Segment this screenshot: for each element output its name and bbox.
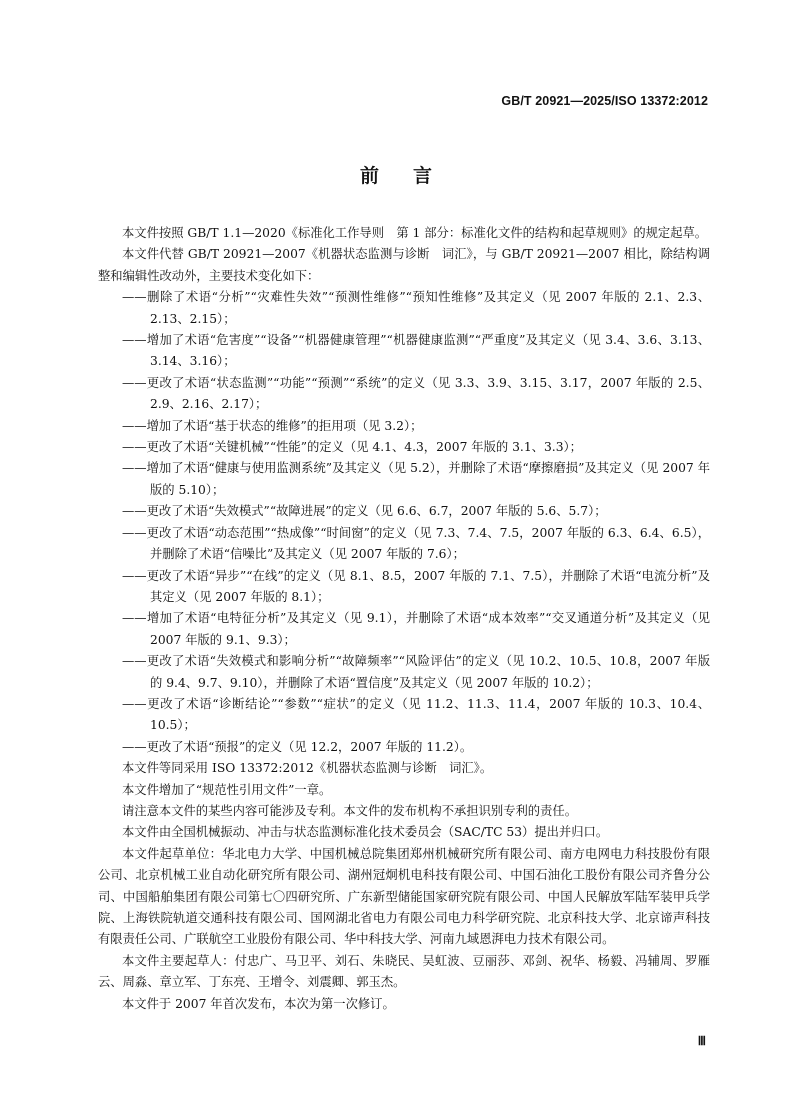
- list-item: ——更改了术语“诊断结论”“参数”“症状”的定义（见 11.2、11.3、11.4，2007 年版的 10.3、10.4、10.5）；: [122, 696, 710, 733]
- page-number: Ⅲ: [697, 1034, 706, 1048]
- list-item: ——增加了术语“基于状态的维修”的拒用项（见 3.2）；: [122, 418, 423, 433]
- list-item: ——增加了术语“电特征分析”及其定义（见 9.1），并删除了术语“成本效率”“交叉通道分析”及其定义（见 2007 年版的 9.1、9.3）；: [122, 611, 710, 647]
- paragraph: 本文件等同采用 ISO 13372:2012《机器状态监测与诊断 词汇》。: [122, 761, 493, 776]
- list-item: ——更改了术语“预报”的定义（见 12.2，2007 年版的 11.2）。: [122, 739, 473, 754]
- paragraph: 本文件起草单位：华北电力大学、中国机械总院集团郑州机械研究所有限公司、南方电网电力科技股份有限公司、北京机械工业自动化研究所有限公司、湖州冠炯机电科技有限公司、中国石油化工股份有限公司齐鲁分公司、中国船舶集团有限公司第七〇四研究所、广东新型储能国家研究院有限公司、中国人民解放军陆军装甲兵学院、上海铁院轨道交通科技有限公司、国网湖北省电力有限公司电力科学研究院、北京科技大学、北京谛声科技有限责任公司、广联航空工业股份有限公司、华中科技大学、河南九域恩湃电力技术有限公司。: [98, 846, 710, 947]
- paragraph: 本文件于 2007 年首次发布，本次为第一次修订。: [122, 996, 395, 1011]
- list-item: ——增加了术语“健康与使用监测系统”及其定义（见 5.2），并删除了术语“摩擦磨损”及其定义（见 2007 年版的 5.10）；: [122, 461, 710, 497]
- paragraph: 请注意本文件的某些内容可能涉及专利。本文件的发布机构不承担识别专利的责任。: [122, 803, 577, 818]
- paragraph: 本文件由全国机械振动、冲击与状态监测标准化技术委员会（SAC/TC 53）提出并归口。: [122, 825, 609, 840]
- foreword-body: [98, 223, 710, 1015]
- list-item: ——更改了术语“失效模式和影响分析”“故障频率”“风险评估”的定义（见 10.2、10.5、10.8，2007 年版的 9.4、9.7、9.10），并删除了术语“置信度”及其定义（见 2007 年版的 10.2）；: [122, 654, 710, 690]
- list-item: ——删除了术语“分析”“灾难性失效”“预测性维修”“预知性维修”及其定义（见 2007 年版的 2.1、2.3、2.13、2.15）；: [122, 290, 710, 326]
- standard-code-header: GB/T 20921—2025/ISO 13372:2012: [501, 94, 708, 108]
- list-item: ——更改了术语“动态范围”“热成像”“时间窗”的定义（见 7.3、7.4、7.5，2007 年版的 6.3、6.4、6.5），并删除了术语“信噪比”及其定义（见 2007 年版的 7.6）；: [122, 525, 710, 562]
- paragraph: 本文件按照 GB/T 1.1—2020《标准化工作导则 第 1 部分：标准化文件的结构和起草规则》的规定起草。: [122, 226, 708, 240]
- paragraph: 本文件增加了“规范性引用文件”一章。: [122, 782, 332, 797]
- list-item: ——更改了术语“状态监测”“功能”“预测”“系统”的定义（见 3.3、3.9、3.15、3.17，2007 年版的 2.5、2.9、2.16、2.17）；: [122, 375, 710, 412]
- page-title: 前言: [359, 165, 466, 187]
- change-list: [98, 287, 710, 758]
- paragraph: 本文件代替 GB/T 20921—2007《机器状态监测与诊断 词汇》，与 GB/T 20921—2007 相比，除结构调整和编辑性改动外，主要技术变化如下：: [98, 247, 710, 283]
- list-item: ——更改了术语“异步”“在线”的定义（见 8.1、8.5，2007 年版的 7.1、7.5），并删除了术语“电流分析”及其定义（见 2007 年版的 8.1）；: [122, 568, 710, 604]
- list-item: ——更改了术语“关键机械”“性能”的定义（见 4.1、4.3，2007 年版的 3.1、3.3）；: [122, 440, 582, 455]
- list-item: ——更改了术语“失效模式”“故障进展”的定义（见 6.6、6.7，2007 年版的 5.6、5.7）；: [122, 504, 607, 519]
- paragraph: 本文件主要起草人：付忠广、马卫平、刘石、朱晓民、吴虹波、豆丽莎、邓剑、祝华、杨毅、冯辅周、罗雁云、周淼、章立军、丁东亮、王增令、刘震卿、郭玉杰。: [98, 953, 710, 990]
- list-item: ——增加了术语“危害度”“设备”“机器健康管理”“机器健康监测”“严重度”及其定义（见 3.4、3.6、3.13、3.14、3.16）；: [122, 333, 710, 369]
